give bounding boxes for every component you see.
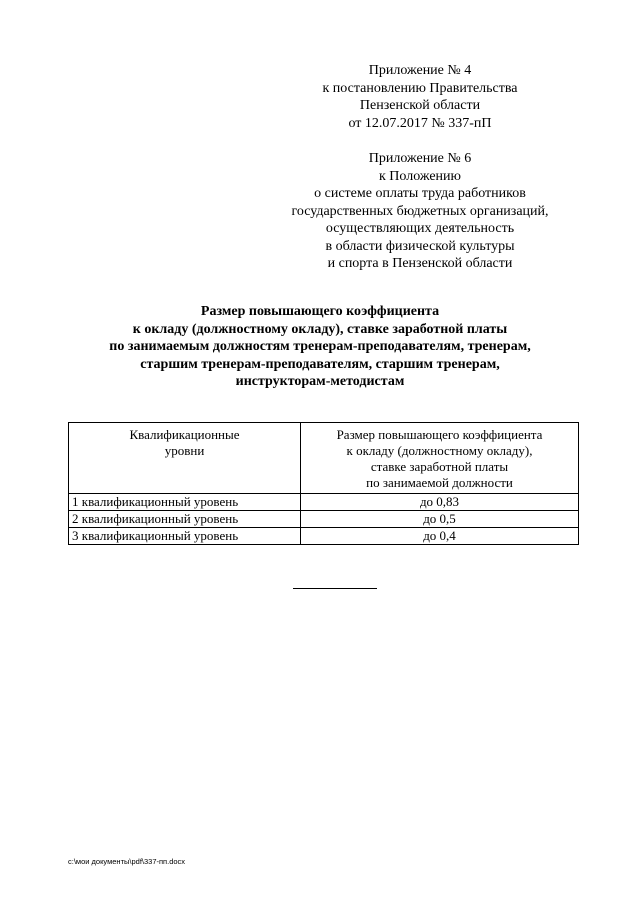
footer-file-path: c:\мои документы\pdf\337-пп.docx xyxy=(68,857,186,866)
header-text: по занимаемой должности xyxy=(366,475,513,490)
qualification-level-cell: 2 квалификационный уровень xyxy=(69,511,301,528)
annex-6-reference xyxy=(290,150,550,273)
header-text: ставке заработной платы xyxy=(370,459,509,474)
annex-4-line: Пензенской области xyxy=(359,98,481,113)
annex-6-title: Приложение № 6 xyxy=(368,151,472,166)
annex-6-line: к Положению xyxy=(378,168,461,184)
qualification-level-cell: 1 квалификационный уровень xyxy=(69,494,301,511)
heading-line: к окладу (должностному окладу), ставке заработной платы xyxy=(132,321,508,337)
annex-6-line: государственных бюджетных организаций, xyxy=(291,203,549,219)
heading-line: по занимаемым должностям тренерам-преподавателям, тренерам, xyxy=(109,339,531,354)
table-row xyxy=(69,511,579,528)
annex-4-reference xyxy=(290,62,550,132)
coefficient-value-cell: до 0,5 xyxy=(301,511,579,528)
table-row xyxy=(69,528,579,545)
annex-4-date-number: от 12.07.2017 № 337-пП xyxy=(348,115,492,131)
annex-4-line: к постановлению Правительства xyxy=(322,80,518,96)
coefficient-table xyxy=(68,422,579,545)
header-text: уровни xyxy=(164,443,205,458)
table-header-row xyxy=(69,423,579,494)
annex-6-line: в области физической культуры xyxy=(325,238,515,254)
annex-6-line: и спорта в Пензенской области xyxy=(327,256,513,271)
heading-line: старшим тренерам-преподавателям, старшим тренерам, xyxy=(140,356,500,372)
header-qualification-levels xyxy=(69,423,301,494)
annex-6-line: о системе оплаты труда работников xyxy=(314,186,526,201)
annex-6-line: осуществляющих деятельность xyxy=(325,221,515,236)
header-coefficient-size xyxy=(301,423,579,494)
heading-line: инструкторам-методистам xyxy=(235,374,405,389)
qualification-level-cell: 3 квалификационный уровень xyxy=(69,528,301,545)
coefficient-value-cell: до 0,4 xyxy=(301,528,579,545)
header-text: к окладу (должностному окладу), xyxy=(346,443,533,458)
document-heading xyxy=(60,303,580,391)
coefficient-value-cell: до 0,83 xyxy=(301,494,579,511)
header-text: Квалификационные xyxy=(129,427,240,442)
annex-4-title: Приложение № 4 xyxy=(368,63,472,78)
header-text: Размер повышающего коэффициента xyxy=(336,427,543,442)
end-of-document-rule xyxy=(293,588,377,589)
heading-line: Размер повышающего коэффициента xyxy=(200,304,440,319)
table-row xyxy=(69,494,579,511)
